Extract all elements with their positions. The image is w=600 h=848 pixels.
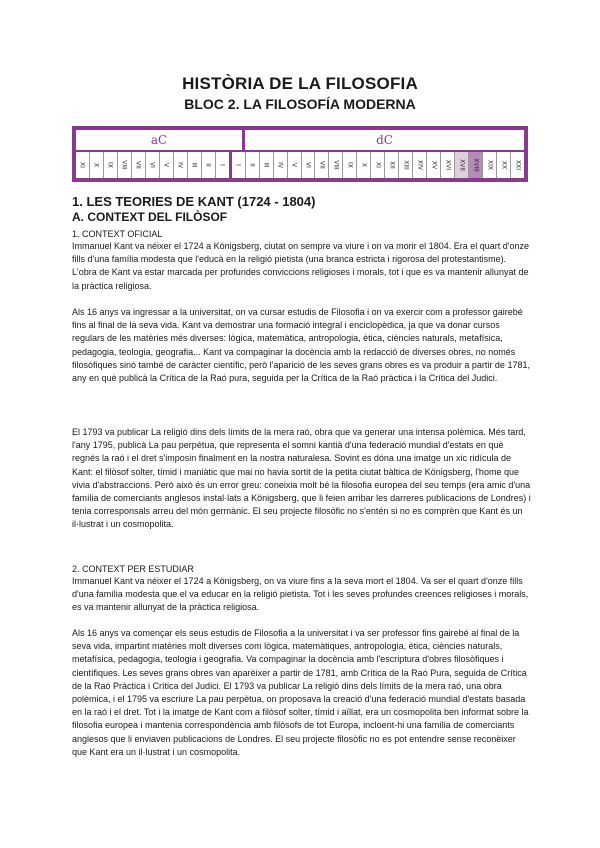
century-cell: XVI (441, 152, 455, 178)
document-title: HISTÒRIA DE LA FILOSOFIA (182, 74, 418, 93)
era-label-bc: aC (76, 130, 245, 150)
era-label-ad: dC (376, 133, 393, 147)
century-cell: XIII (399, 152, 413, 178)
century-cell-highlighted: XVIII (469, 152, 483, 178)
century-cell: XII (385, 152, 399, 178)
century-cell: VIII (329, 152, 343, 178)
century-cell: VII (132, 152, 146, 178)
century-cell: IX (343, 152, 357, 178)
century-cell: IV (174, 152, 188, 178)
official-paragraph-3: El 1793 va publicar La religió dins dels límits de la mera raó, obra que va generar una intensa polèmica. Més tard, l'any 1795, publicà La pau perpètua, que representa el somni kantià d'una federació mundial d'estats en què regnés la raó i el dret s'imposin finalment en la nostra naturalesa. Sovint es dóna una imatge un xic ridícula de Kant: el filòsof solter, tímid i maniàtic que mai no havia sortit de la petita ciutat bàltica de Königsberg, l'home que vivia d'abstraccions. Però això és un error greu: coneixia molt bé la filosofia europea del seu temps (era amic d'una família de comerciants anglesos instal·lats a Königsberg, que li feien arribar les darreres publicacions de Londres) i tenia corresponsals arreu del món germànic. El seu projecte filosòfic no s'entén si no es comprèn que Kant és un il·lustrat i un cosmopolita. (72, 427, 531, 530)
century-cell: XI (76, 152, 90, 178)
official-paragraph-2: Als 16 anys va ingressar a la universitat, on va cursar estudis de Filosofia i on va exercir com a professor gairebé fins al final de la seva vida. Kant va demostrar una formació integral i enciclopèdica, ja que va donar cursos regulars de les matèries més diverses: lògica, matemàtica, antropologia, ètica, ciències naturals, metafísica, pedagogia, teologia, geografia... Kant va compaginar la docència amb la redacció de diverses obres, no només filosòfiques sinó també de caràcter científic, però l'aparició de les seves grans obres es va produir a partir de 1781, any en què publicà la Crítica de la Raó pura, seguida per la Crítica de la Raó pràctica i la Crítica del Judici. (72, 307, 530, 384)
century-cell: X (90, 152, 104, 178)
century-cell: V (160, 152, 174, 178)
century-cell: XXI (514, 160, 522, 170)
century-cell: XIX (483, 152, 497, 178)
century-cell: II (246, 152, 260, 178)
century-cell: V (288, 152, 302, 178)
timeline-era-row (76, 130, 524, 152)
timeline-century-row (76, 152, 524, 178)
document-subtitle: BLOC 2. LA FILOSOFÍA MODERNA (184, 96, 416, 112)
section-title: 1. LES TEORIES DE KANT (1724 - 1804) (72, 194, 316, 209)
century-timeline (72, 126, 528, 182)
section-subtitle: A. CONTEXT DEL FILÒSOF (72, 210, 228, 224)
century-cell: III (188, 152, 202, 178)
century-cell: XVII (455, 152, 469, 178)
century-cell: VI (302, 152, 316, 178)
century-cell: IV (274, 152, 288, 178)
century-cell: I (232, 152, 246, 178)
century-cell: VI (146, 152, 160, 178)
century-cell: XX (497, 152, 511, 178)
century-cell: VIII (118, 152, 132, 178)
century-cell: VII (315, 152, 329, 178)
study-context-heading: 2. CONTEXT PER ESTUDIAR (72, 564, 194, 574)
century-cell: XV (427, 152, 441, 178)
century-cell: IX (104, 152, 118, 178)
century-cell: I (216, 152, 232, 178)
century-cell: II (202, 152, 216, 178)
study-paragraph-2: Als 16 anys va començar els seus estudis de Filosofia a la universitat i va ser professor fins gairebé al final de la seva vida, impartint matèries molt diverses com lògica, matemàtiques, antropologia, ètica, ciències naturals, metafísica, pedagogia, teologia i geografia. Va compaginar la docència amb l'escriptura d'obres filosòfiques i científiques. Les seves grans obres van aparèixer a partir de 1781, amb Crítica de la Raó Pura, seguida de Crítica de la Raó Pràctica i Crítica del Judici. El 1793 va publicar La religió dins dels límits de la mera raó, una obra polèmica, i el 1795 va escriure La pau perpètua, on proposava la creació d'una federació mundial d'estats basada en la raó i el dret. Tot i la imatge de Kant com a filòsof solter, tímid i aïllat, era un cosmopolita ben informat sobre la filosofia europea i mantenia correspondència amb filòsofs de tot Europa, incloent-hi una família de comerciants anglesos que li enviaven publicacions de Londres. El seu projecte filosòfic no es pot entendre sense reconèixer que Kant era un il·lustrat i un cosmopolita. (72, 628, 529, 757)
official-context-heading: 1. CONTEXT OFICIAL (72, 229, 163, 239)
century-cell: XIV (413, 152, 427, 178)
century-cell: III (260, 152, 274, 178)
century-cell: X (357, 152, 371, 178)
study-paragraph-1: Immanuel Kant va néixer el 1724 a Königsberg, on va viure fins a la seva mort el 1804. Va ser el quart d'onze fills d'una família modesta que el va educar en la religió pietista. Tot i les seves profundes creences religioses i morals, es va mantenir allunyat de la pràctica religiosa. (72, 576, 529, 613)
official-paragraph-1: Immanuel Kant va néixer el 1724 a Königsberg, ciutat on sempre va viure i on va morir el 1804. Era el quart d'onze fills d'una família modesta que l'educà en la religió pietista (una branca estricta i rigorosa del protestantisme). L'obra de Kant va estar marcada per profundes conviccions religioses i morals, tot i que es va mantenir allunyat de la pràctica religiosa. (72, 241, 529, 291)
century-cell: XI (371, 152, 385, 178)
